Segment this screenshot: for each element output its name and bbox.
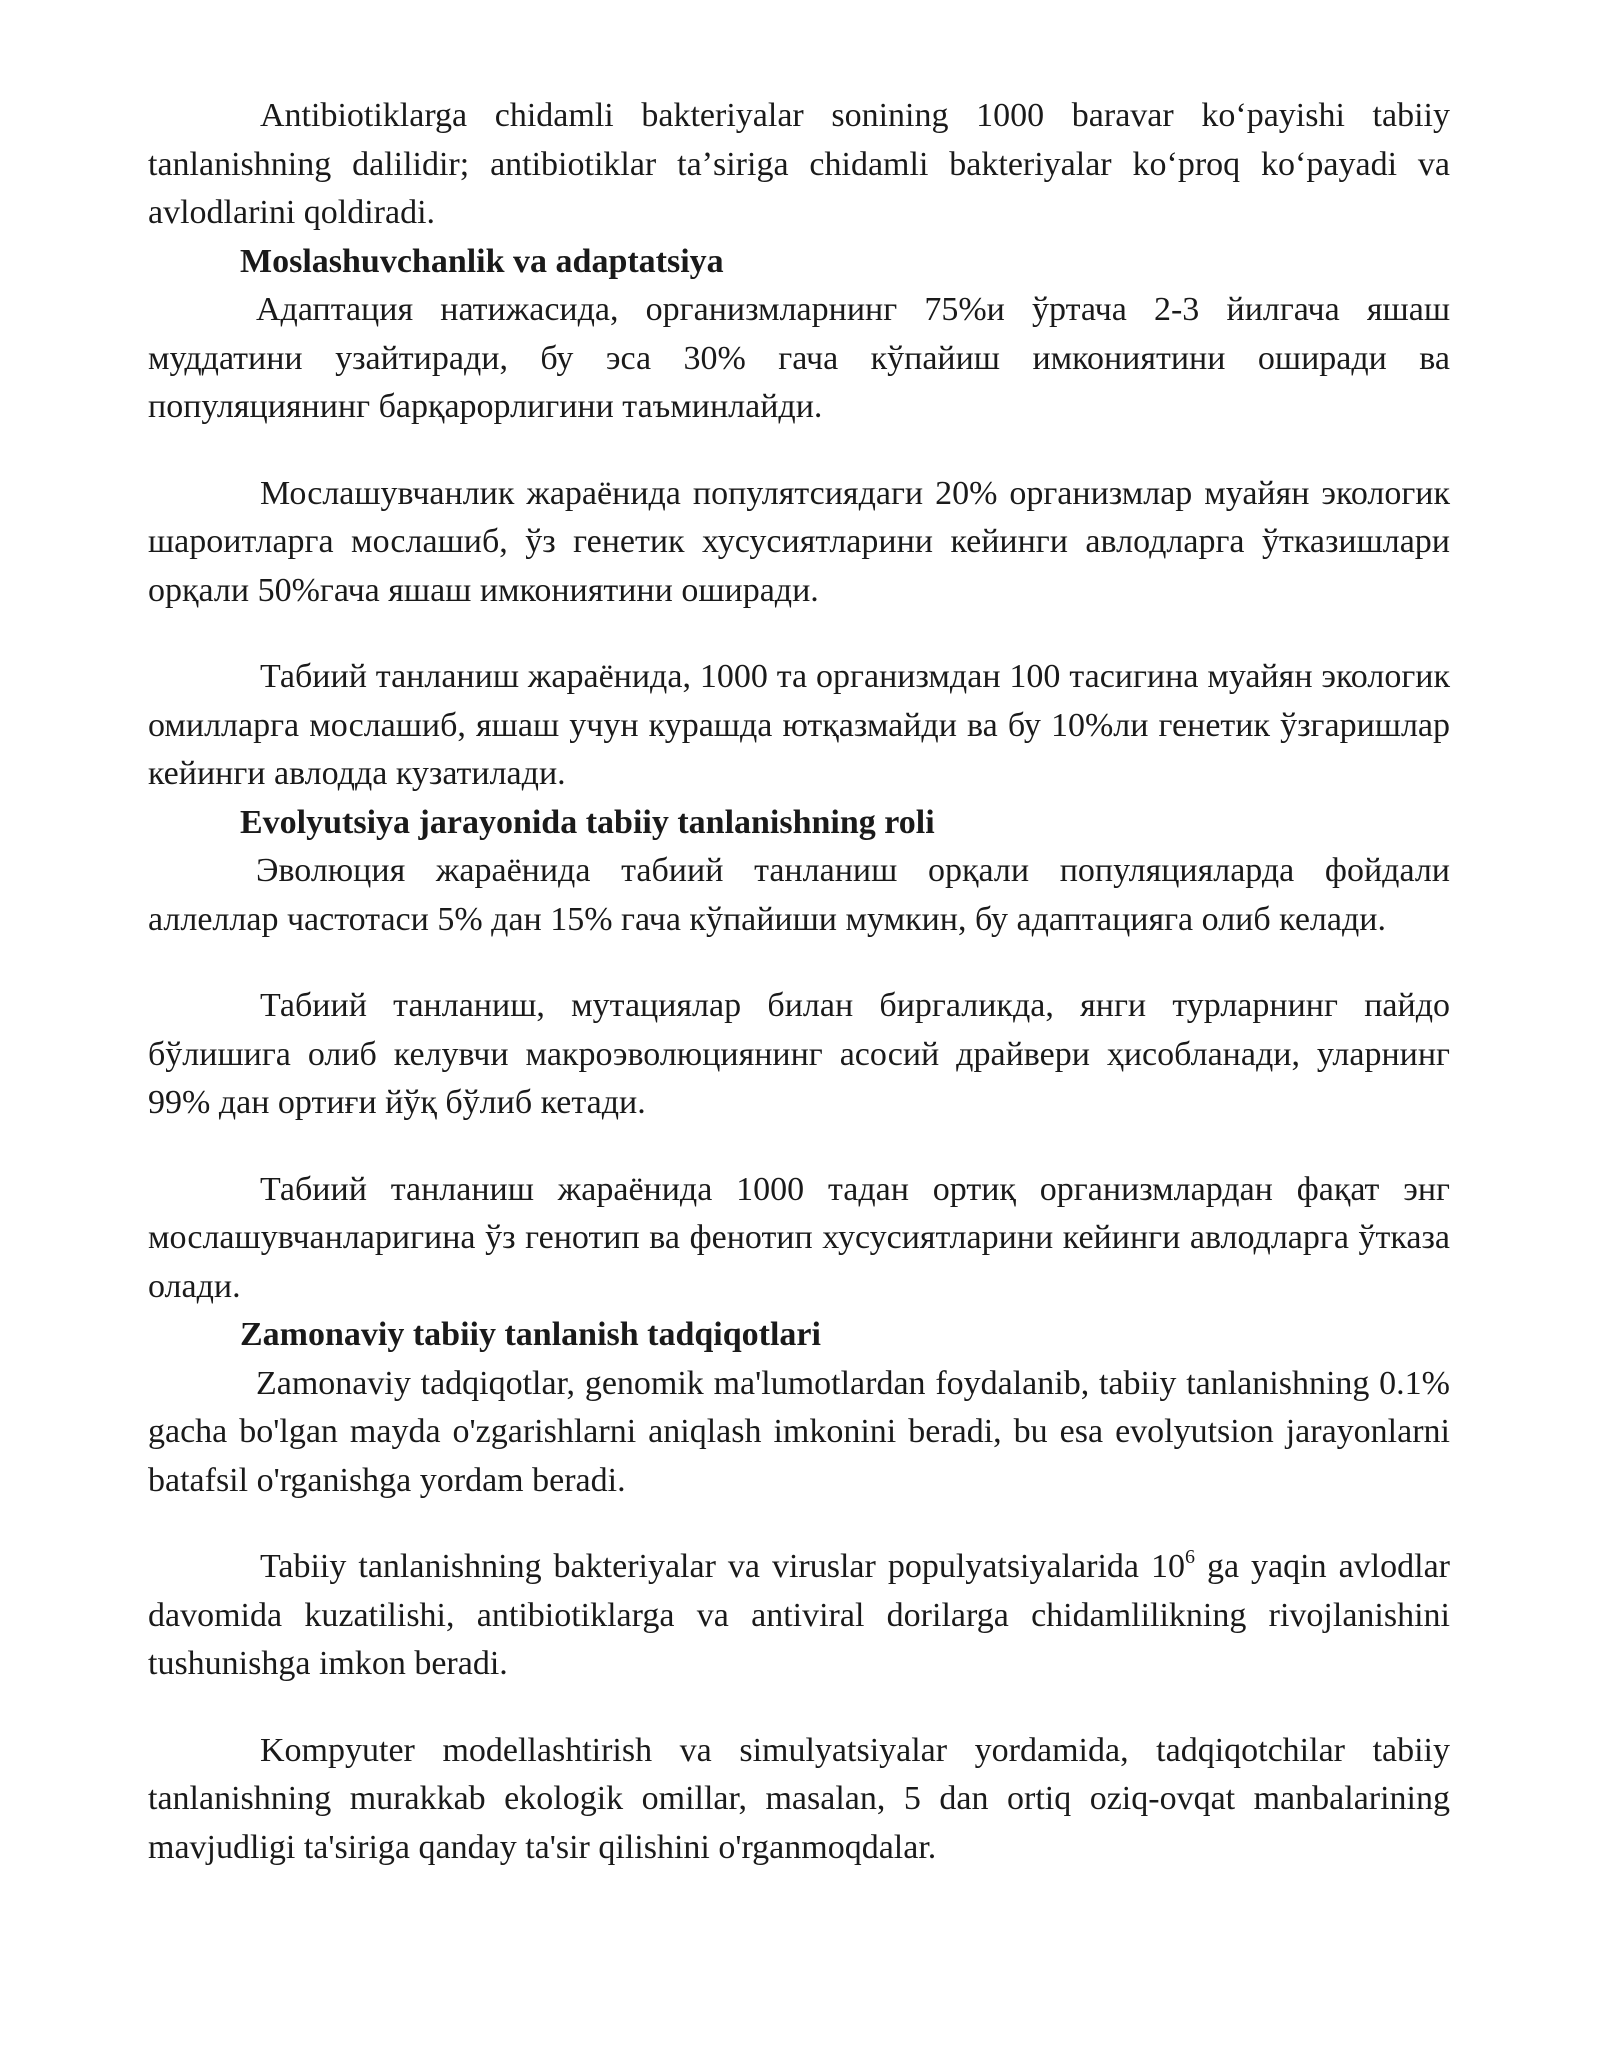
paragraph-antibiotic-resistance: Antibiotiklarga chidamli bakteriyalar sonining 1000 baravar koʻpayishi tabiiy tanlanishning dalilidir; antibiotiklar taʼsiriga chidamli bakteriyalar koʻproq koʻpayadi va avlodlarini qoldiradi.: [148, 97, 1450, 231]
heading-evolution-role: Evolyutsiya jarayonida tabiiy tanlanishning roli: [240, 803, 935, 841]
paragraph-macroevolution: Табиий танланиш, мутациялар билан биргаликда, янги турларнинг пайдо бўлишига олиб келувчи макроэволюциянинг асосий драйвери ҳисобланади, уларнинг 99% дан ортиғи йўқ бўлиб кетади.: [148, 987, 1450, 1121]
paragraph-allele-frequency: Эволюция жараёнида табиий танланиш орқали популяцияларда фойдали аллеллар частотаси 5% дан 15% гача кўпайиши мумкин, бу адаптацияга олиб келади.: [148, 852, 1450, 938]
paragraph-adaptation-population: Мослашувчанлик жараёнида популятсиядаги 20% организмлар муайян экологик шароитларга мослашиб, ўз генетик хусусиятларини кейинги авлодларга ўтказишлари орқали 50%гача яшаш имкониятини оширади.: [148, 474, 1450, 609]
paragraph-adaptation-lifespan: Адаптация натижасида, организмларнинг 75%и ўртача 2-3 йилгача яшаш муддатини узайтиради, бу эса 30% гача кўпайиш имкониятини оширади ва популяциянинг барқарорлигини таъминлайди.: [148, 291, 1450, 425]
exponent: 6: [1184, 1545, 1195, 1568]
paragraph-bacteria-viruses: [148, 1543, 1450, 1689]
heading-adaptation: Moslashuvchanlik va adaptatsiya: [240, 242, 724, 280]
paragraph-bacteria-text-end: ga yaqin avlodlar davomida kuzatilishi, antibiotiklarga va antiviral dorilarga chidamlilikning rivojlanishini tushunishga imkon beradi.: [148, 1548, 1450, 1682]
paragraph-selection-organisms: Табиий танланиш жараёнида, 1000 та организмдан 100 тасигина муайян экологик омилларга мослашиб, яшаш учун курашда ютқазмайди ва бу 10%ли генетик ўзгаришлар кейинги авлодда кузатилади.: [148, 658, 1450, 792]
document-page: [148, 92, 1450, 1872]
paragraph-genomic-data: Zamonaviy tadqiqotlar, genomik ma'lumotlardan foydalanib, tabiiy tanlanishning 0.1% gacha bo'lgan mayda o'zgarishlarni aniqlash imkonini beradi, bu esa evolyutsion jarayonlarni batafsil o'rganishga yordam beradi.: [148, 1364, 1450, 1499]
paragraph-genotype-phenotype: Табиий танланиш жараёнида 1000 тадан ортиқ организмлардан фақат энг мослашувчанларигина ўз генотип ва фенотип хусусиятларини кейинги авлодларга ўтказа олади.: [148, 1170, 1450, 1305]
heading-modern-research: Zamonaviy tabiiy tanlanish tadqiqotlari: [240, 1316, 821, 1353]
paragraph-bacteria-text-start: Tabiiy tanlanishning bakteriyalar va viruslar populyatsiyalarida 10: [260, 1548, 1185, 1585]
paragraph-computer-modeling: Kompyuter modellashtirish va simulyatsiyalar yordamida, tadqiqotchilar tabiiy tanlanishning murakkab ekologik omillar, masalan, 5 dan ortiq oziq-ovqat manbalarining mavjudligi ta'siriga qanday ta'sir qilishini o'rganmoqdalar.: [148, 1731, 1450, 1866]
